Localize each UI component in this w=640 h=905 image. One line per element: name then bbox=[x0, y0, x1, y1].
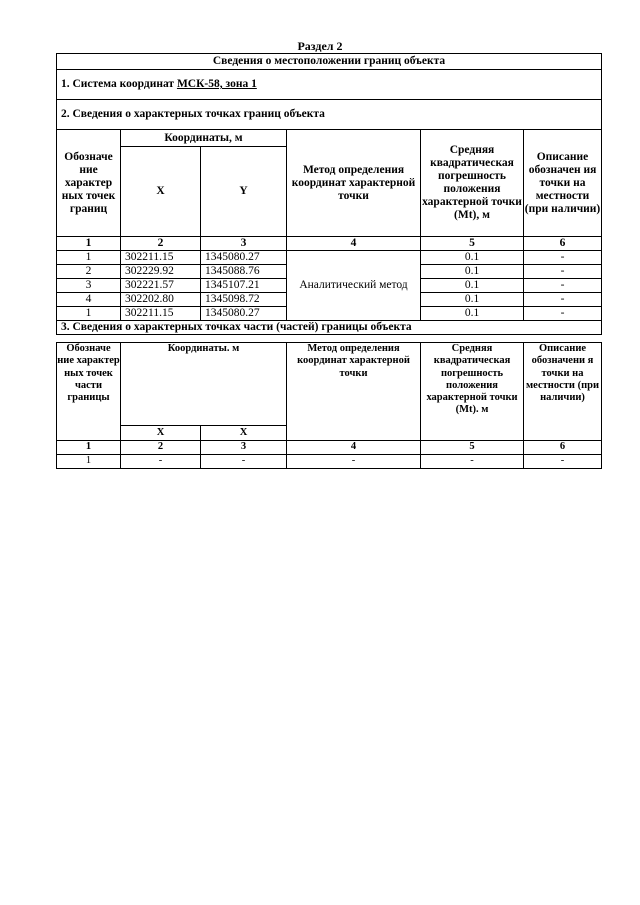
col-number: 3 bbox=[201, 441, 287, 455]
x-value: 302229.92 bbox=[121, 265, 201, 279]
x-value: 302211.15 bbox=[121, 307, 201, 321]
x-value: 302202.80 bbox=[121, 293, 201, 307]
col-desc-header: Описание обозначен ия точки на местности (при наличии) bbox=[524, 130, 602, 237]
col-y-header: X bbox=[201, 426, 287, 441]
col-number: 1 bbox=[57, 237, 121, 251]
y-value: 1345098.72 bbox=[201, 293, 287, 307]
x-value: - bbox=[121, 455, 201, 469]
error-value: 0.1 bbox=[421, 251, 524, 265]
col-number: 2 bbox=[121, 441, 201, 455]
point-id: 1 bbox=[57, 307, 121, 321]
error-value: 0.1 bbox=[421, 279, 524, 293]
col-number: 1 bbox=[57, 441, 121, 455]
point-id: 3 bbox=[57, 279, 121, 293]
col-error-header: Средняя квадратическая погрешность положения характерной точки (Mt), м bbox=[421, 130, 524, 237]
y-value: 1345107.21 bbox=[201, 279, 287, 293]
point-id: 1 bbox=[57, 251, 121, 265]
col-error-header: Средняя квадратическая погрешность положения характерной точки (Mt). м bbox=[421, 343, 524, 441]
error-value: 0.1 bbox=[421, 265, 524, 279]
x-value: 302221.57 bbox=[121, 279, 201, 293]
y-value: - bbox=[201, 455, 287, 469]
desc-value: - bbox=[524, 293, 602, 307]
col-number: 6 bbox=[524, 237, 602, 251]
col-number: 6 bbox=[524, 441, 602, 455]
col-number: 5 bbox=[421, 237, 524, 251]
point-id: 2 bbox=[57, 265, 121, 279]
col-number: 4 bbox=[287, 237, 421, 251]
col-number: 4 bbox=[287, 441, 421, 455]
section-title: Раздел 2 bbox=[297, 39, 343, 53]
coordinate-system-value: МСК-58, зона 1 bbox=[176, 78, 257, 90]
error-value: - bbox=[421, 455, 524, 469]
col-point-header: Обозначе ние характер ных точек границ bbox=[57, 130, 121, 237]
error-value: 0.1 bbox=[421, 307, 524, 321]
desc-value: - bbox=[524, 307, 602, 321]
part-section-title: 3. Сведения о характерных точках части (частей) границы объекта bbox=[57, 321, 602, 335]
col-x-header: X bbox=[121, 147, 201, 237]
table-row bbox=[57, 455, 602, 469]
table-header: Сведения о местоположении границ объекта bbox=[57, 54, 602, 70]
coordinate-system-label: 1. Система координат bbox=[61, 78, 177, 90]
point-id: 1 bbox=[57, 455, 121, 469]
method-value: Аналитический метод bbox=[287, 251, 421, 321]
col-coords-header: Координаты. м bbox=[121, 343, 287, 426]
desc-value: - bbox=[524, 265, 602, 279]
col-method-header: Метод определения координат характерной точки bbox=[287, 343, 421, 441]
desc-value: - bbox=[524, 279, 602, 293]
y-value: 1345080.27 bbox=[201, 251, 287, 265]
coordinate-system bbox=[57, 70, 602, 100]
col-x-header: X bbox=[121, 426, 201, 441]
col-number: 5 bbox=[421, 441, 524, 455]
point-id: 4 bbox=[57, 293, 121, 307]
method-value: - bbox=[287, 455, 421, 469]
desc-value: - bbox=[524, 455, 602, 469]
desc-value: - bbox=[524, 251, 602, 265]
y-value: 1345080.27 bbox=[201, 307, 287, 321]
col-desc-header: Описание обозначени я точки на местности (при наличии) bbox=[524, 343, 602, 441]
col-number: 2 bbox=[121, 237, 201, 251]
col-coords-header: Координаты, м bbox=[121, 130, 287, 147]
col-method-header: Метод определения координат характерной точки bbox=[287, 130, 421, 237]
y-value: 1345088.76 bbox=[201, 265, 287, 279]
main-table bbox=[56, 53, 602, 335]
points-section-title: 2. Сведения о характерных точках границ объекта bbox=[57, 100, 602, 130]
part-table bbox=[56, 342, 602, 469]
col-number: 3 bbox=[201, 237, 287, 251]
col-point-header: Обозначе ние характер ных точек части границы bbox=[57, 343, 121, 441]
table-row bbox=[57, 251, 602, 265]
col-y-header: Y bbox=[201, 147, 287, 237]
error-value: 0.1 bbox=[421, 293, 524, 307]
x-value: 302211.15 bbox=[121, 251, 201, 265]
